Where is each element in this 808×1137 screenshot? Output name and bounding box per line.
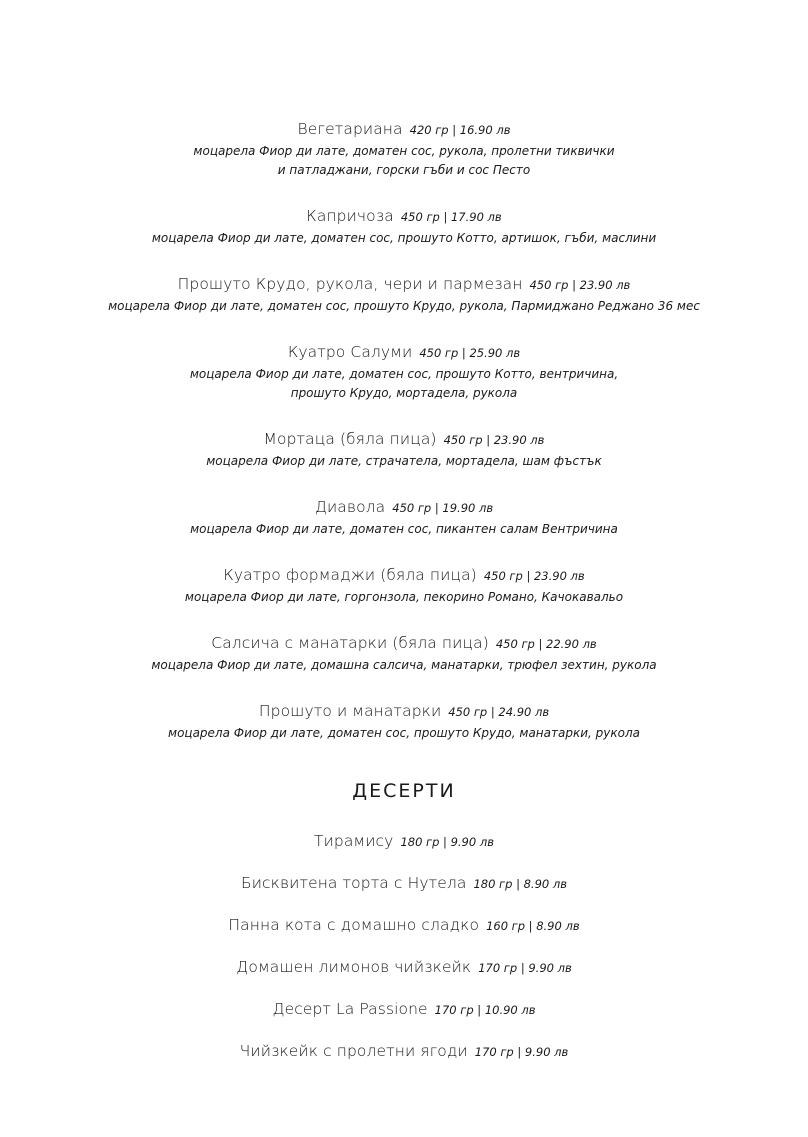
item-name: Капричоза [306, 207, 394, 225]
item-weight: 450 гр [529, 278, 569, 292]
separator: | [443, 210, 448, 224]
separator: | [461, 346, 466, 360]
item-price: 23.90 лв [533, 569, 585, 583]
dessert-name: Бисквитена торта с Нутела [241, 874, 467, 892]
separator: | [538, 637, 543, 651]
dessert-item [0, 871, 808, 895]
desserts-section-title: ДЕСЕРТИ [352, 780, 456, 802]
menu-item [0, 427, 808, 471]
item-price: 16.90 лв [459, 123, 511, 137]
item-description-line: прошуто Крудо, мортадела, рукола [290, 386, 518, 400]
separator: | [452, 123, 457, 137]
item-description-line: моцарела Фиор ди лате, доматен сос, пикантен салам Вентричина [190, 522, 618, 536]
dessert-meta [478, 961, 572, 975]
dessert-item [0, 997, 808, 1021]
separator: | [486, 433, 491, 447]
item-price: 17.90 лв [450, 210, 502, 224]
dessert-item [0, 829, 808, 853]
item-description-line: моцарела Фиор ди лате, страчатела, мортадела, шам фъстък [206, 454, 602, 468]
menu-item [0, 204, 808, 248]
item-description-line: и патладжани, горски гъби и сос Песто [277, 163, 531, 177]
item-weight: 450 гр [392, 501, 432, 515]
dessert-name: Панна кота с домашно сладко [228, 916, 480, 934]
dessert-name: Тирамису [314, 832, 394, 850]
item-weight: 450 гр [495, 637, 535, 651]
dessert-item [0, 1039, 808, 1063]
pizza-list [0, 117, 808, 767]
item-description-line: моцарела Фиор ди лате, доматен сос, рукола, пролетни тиквички [193, 144, 615, 158]
item-weight: 450 гр [400, 210, 440, 224]
dessert-name: Чийзкейк с пролетни ягоди [239, 1042, 468, 1060]
item-name: Куатро формаджи (бяла пица) [223, 566, 477, 584]
item-meta [392, 501, 493, 515]
separator: | [520, 961, 525, 975]
item-price: 22.90 лв [546, 637, 597, 651]
dessert-price: 8.90 лв [523, 877, 567, 891]
menu-item [0, 495, 808, 539]
item-name: Прошуто и манатарки [258, 702, 442, 720]
dessert-meta [400, 835, 494, 849]
menu-item [0, 272, 808, 316]
item-price: 23.90 лв [493, 433, 545, 447]
dessert-weight: 170 гр [474, 1045, 514, 1059]
dessert-item [0, 913, 808, 937]
item-weight: 450 гр [483, 569, 523, 583]
menu-item [0, 699, 808, 743]
item-description-line: моцарела Фиор ди лате, домашна салсича, манатарки, трюфел зехтин, рукола [151, 658, 657, 672]
dessert-price: 9.90 лв [450, 835, 494, 849]
item-meta [448, 705, 549, 719]
item-meta [444, 433, 545, 447]
item-meta [410, 123, 511, 137]
separator: | [526, 569, 531, 583]
separator: | [490, 705, 495, 719]
separator: | [528, 919, 533, 933]
dessert-meta [473, 877, 567, 891]
item-name: Прошуто Крудо, рукола, чери и пармезан [177, 275, 523, 293]
item-weight: 420 гр [409, 123, 449, 137]
item-description-line: моцарела Фиор ди лате, доматен сос, прошуто Котто, артишок, гъби, маслини [151, 231, 657, 245]
dessert-meta [435, 1003, 536, 1017]
item-meta [496, 637, 597, 651]
item-description-line: моцарела Фиор ди лате, доматен сос, прошуто Крудо, манатарки, рукола [168, 726, 640, 740]
dessert-item [0, 955, 808, 979]
dessert-price: 9.90 лв [524, 1045, 569, 1059]
item-weight: 450 гр [448, 705, 488, 719]
menu-item [0, 117, 808, 180]
item-price: 24.90 лв [498, 705, 550, 719]
separator: | [443, 835, 447, 849]
dessert-weight: 180 гр [400, 835, 440, 849]
dessert-price: 8.90 лв [536, 919, 580, 933]
separator: | [516, 877, 520, 891]
item-meta [419, 346, 520, 360]
separator: | [572, 278, 576, 292]
item-meta [529, 278, 630, 292]
item-price: 25.90 лв [469, 346, 521, 360]
dessert-meta [475, 1045, 569, 1059]
item-description-line: моцарела Фиор ди лате, доматен сос, прошуто Котто, вентричина, [189, 367, 619, 381]
dessert-weight: 180 гр [473, 877, 513, 891]
dessert-name: Домашен лимонов чийзкейк [236, 958, 472, 976]
dessert-price: 10.90 лв [484, 1003, 536, 1017]
separator: | [434, 501, 439, 515]
menu-item [0, 563, 808, 607]
dessert-name: Десерт La Passione [272, 1000, 428, 1018]
item-meta [484, 569, 585, 583]
menu-item [0, 340, 808, 403]
separator: | [517, 1045, 522, 1059]
item-weight: 450 гр [443, 433, 483, 447]
item-name: Диавола [314, 498, 386, 516]
item-name: Мортаца (бяла пица) [263, 430, 437, 448]
dessert-weight: 170 гр [434, 1003, 474, 1017]
dessert-price: 9.90 лв [528, 961, 572, 975]
item-price: 19.90 лв [442, 501, 494, 515]
menu-item [0, 631, 808, 675]
dessert-weight: 170 гр [478, 961, 518, 975]
item-meta [401, 210, 502, 224]
dessert-weight: 160 гр [486, 919, 526, 933]
dessert-list [0, 829, 808, 1081]
separator: | [477, 1003, 482, 1017]
dessert-meta [486, 919, 580, 933]
item-weight: 450 гр [419, 346, 459, 360]
item-description-line: моцарела Фиор ди лате, горгонзола, пекорино Романо, Качокавальо [184, 590, 624, 604]
item-name: Салсича с манатарки (бяла пица) [211, 634, 489, 652]
item-description-line: моцарела Фиор ди лате, доматен сос, прошуто Крудо, рукола, Пармиджано Реджано 36 мес [108, 299, 700, 313]
item-name: Вегетариана [297, 120, 403, 138]
item-price: 23.90 лв [579, 278, 631, 292]
item-name: Куатро Салуми [287, 343, 413, 361]
